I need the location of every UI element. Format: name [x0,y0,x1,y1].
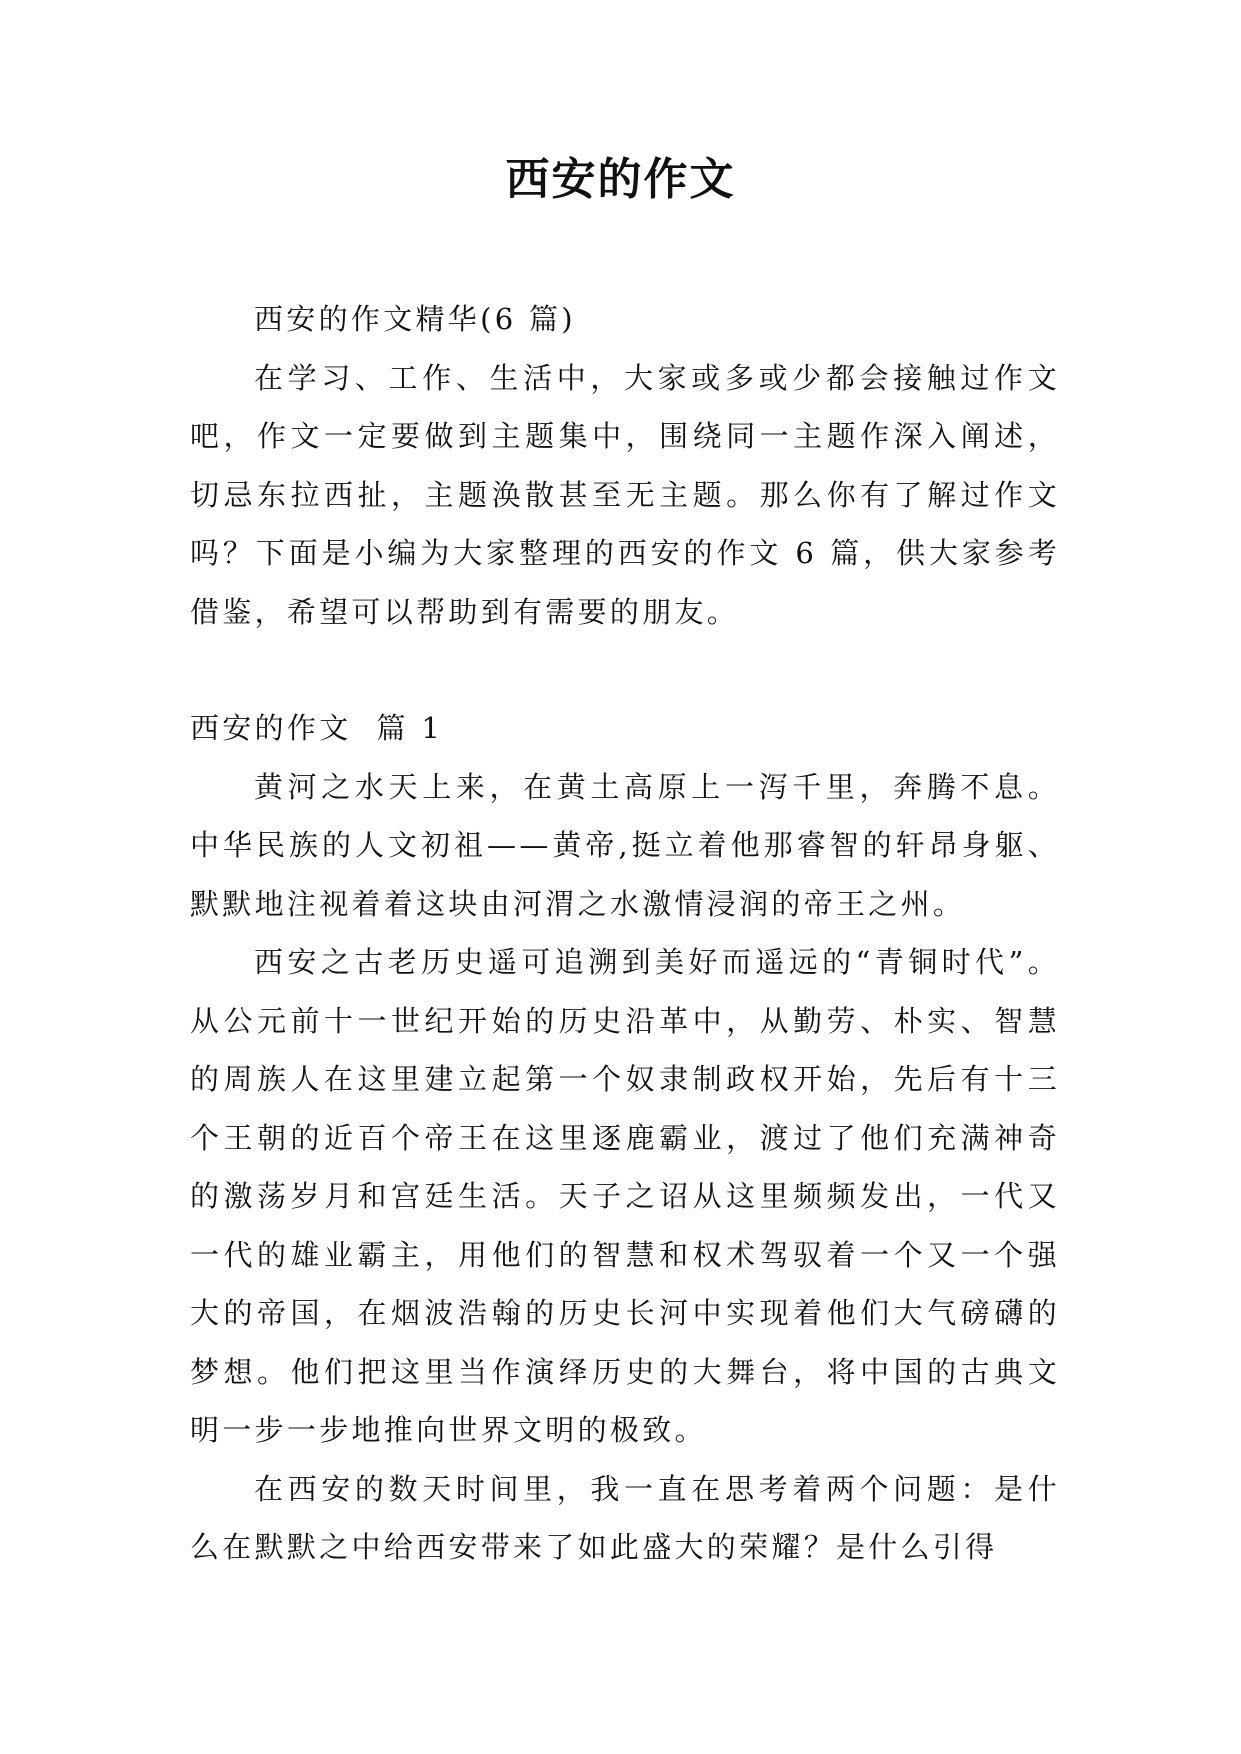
document-title: 西安的作文 [505,154,736,205]
intro-paragraph: 在学习、工作、生活中，大家或多或少都会接触过作文吧，作文一定要做到主题集中，围绕同一主题作深入阐述，切忌东拉西扯，主题涣散甚至无主题。那么你有了解过作文吗？下面是小编为大家整理的西安的作文 6 篇，供大家参考借鉴，希望可以帮助到有需要的朋友。 [190,360,1060,629]
body-paragraph-3: 在西安的数天时间里，我一直在思考着两个问题：是什么在默默之中给西安带来了如此盛大的荣耀？是什么引得 [190,1471,1060,1564]
body-paragraph-2: 西安之古老历史遥可追溯到美好而遥远的“青铜时代”。从公元前十一世纪开始的历史沿革中，从勤劳、朴实、智慧的周族人在这里建立起第一个奴隶制政权开始，先后有十三个王朝的近百个帝王在这里逐鹿霸业，渡过了他们充满神奇的激荡岁月和宫廷生活。天子之诏从这里频频发出，一代又一代的雄业霸主，用他们的智慧和权术驾驭着一个又一个强大的帝国，在烟波浩翰的历史长河中实现着他们大气磅礴的梦想。他们把这里当作演绎历史的大舞台，将中国的古典文明一步一步地推向世界文明的极致。 [190,945,1060,1447]
document-body [190,290,1060,1577]
body-paragraph-1: 黄河之水天上来，在黄土高原上一泻千里，奔腾不息。中华民族的人文初祖——黄帝,挺立着他那睿智的轩昂身躯、默默地注视着着这块由河渭之水激情浸润的帝王之州。 [190,769,1060,921]
document-subtitle: 西安的作文精华(6 篇) [254,302,576,336]
section-heading: 西安的作文 篇 1 [190,711,444,745]
